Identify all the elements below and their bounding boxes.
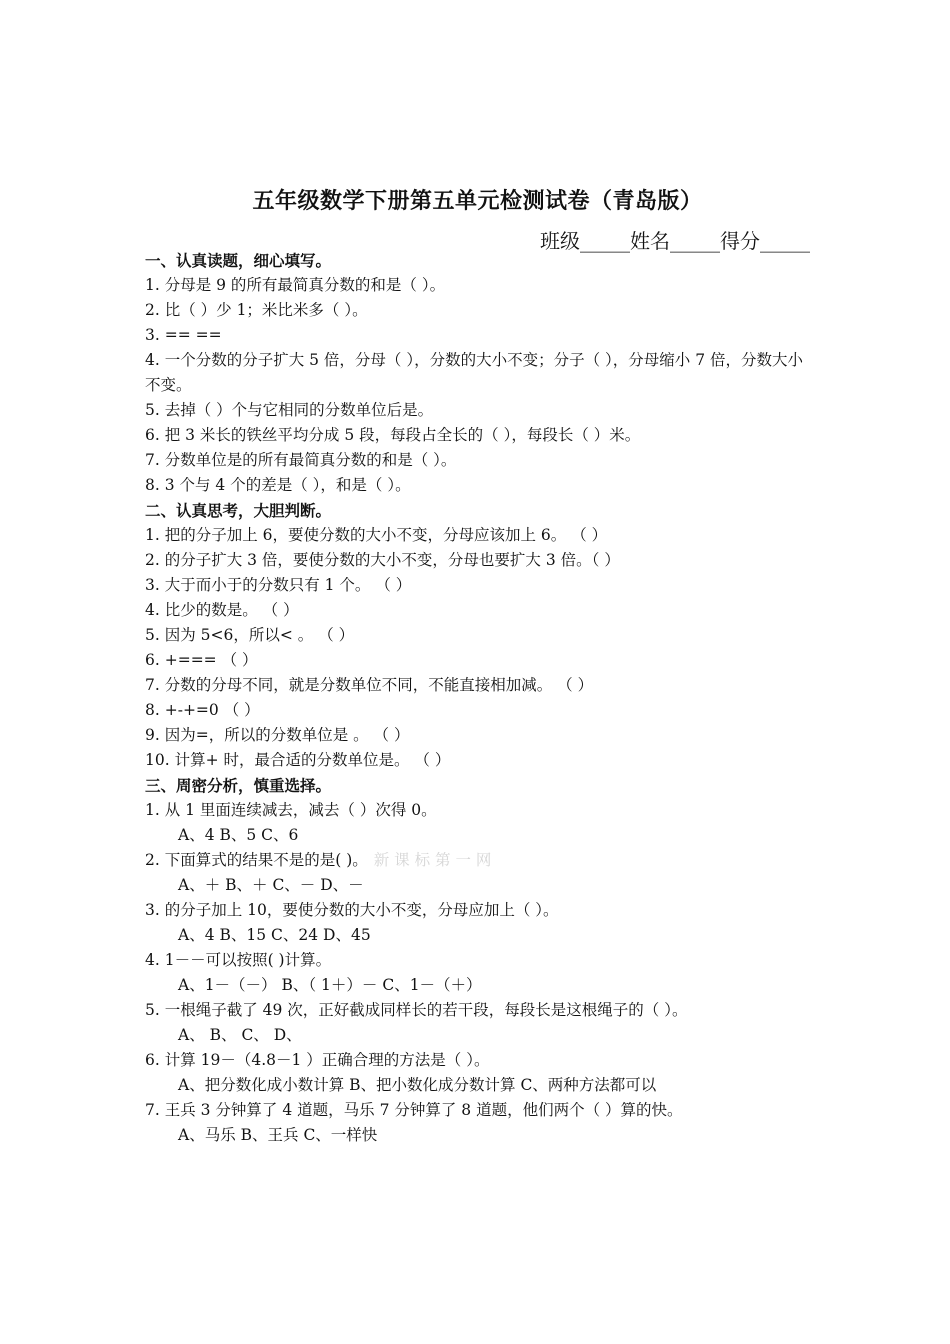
section-heading [145, 248, 810, 273]
question-item [145, 1098, 810, 1123]
question-item [145, 623, 810, 648]
line-text: 3. 大于而小于的分数只有 1 个。 （ ） [145, 576, 412, 594]
question-item [145, 348, 810, 398]
question-item [145, 1048, 810, 1073]
question-item [145, 898, 810, 923]
answer-options [145, 923, 810, 948]
line-text: 二、认真思考，大胆判断。 [145, 501, 332, 520]
question-item [145, 848, 810, 873]
line-text: 6. 把 3 米长的铁丝平均分成 5 段，每段占全长的（ ），每段长（ ）米。 [145, 426, 641, 444]
section-heading [145, 773, 810, 798]
question-item [145, 798, 810, 823]
line-text: A、把分数化成小数计算 B、把小数化成分数计算 C、两种方法都可以 [178, 1076, 657, 1094]
line-text: 7. 王兵 3 分钟算了 4 道题，马乐 7 分钟算了 8 道题，他们两个（ ）算的快。 [145, 1101, 683, 1119]
watermark-text: 新 课 标 第 一 网 [373, 851, 492, 869]
line-text: 6. +=== （ ） [145, 651, 258, 669]
answer-options [145, 1123, 810, 1148]
answer-options [145, 823, 810, 848]
line-text: 5. 因为 5<6，所以< 。 （ ） [145, 626, 355, 644]
line-text: A、4 B、15 C、24 D、45 [178, 926, 371, 944]
answer-options [145, 973, 810, 998]
answer-options [145, 1073, 810, 1098]
line-text: 4. 一个分数的分子扩大 5 倍，分母（ ），分数的大小不变；分子（ ），分母缩小 7 倍，分数大小不变。 [145, 351, 804, 394]
line-text: 9. 因为=，所以的分数单位是 。 （ ） [145, 726, 410, 744]
question-item [145, 298, 810, 323]
line-text: 2. 比（ ）少 1；米比米多（ ）。 [145, 301, 368, 319]
line-text: 2. 下面算式的结果不是的是( )。 [145, 851, 368, 869]
question-item [145, 673, 810, 698]
line-text: 三、周密分析，慎重选择。 [145, 776, 332, 795]
question-item [145, 423, 810, 448]
line-text: 4. 比少的数是。 （ ） [145, 601, 299, 619]
question-item [145, 273, 810, 298]
question-item [145, 398, 810, 423]
line-text: 3. == == [145, 326, 222, 344]
question-item [145, 598, 810, 623]
line-text: 3. 的分子加上 10，要使分数的大小不变，分母应加上（ ）。 [145, 901, 559, 919]
answer-options [145, 873, 810, 898]
line-text: 1. 从 1 里面连续减去，减去（ ）次得 0。 [145, 801, 437, 819]
line-text: 1. 分母是 9 的所有最简真分数的和是（ ）。 [145, 276, 446, 294]
line-text: 6. 计算 19－（4.8－1 ）正确合理的方法是（ ）。 [145, 1051, 490, 1069]
question-item [145, 648, 810, 673]
line-text: 5. 一根绳子截了 49 次，正好截成同样长的若干段，每段长是这根绳子的（ ）。 [145, 1001, 688, 1019]
question-item [145, 998, 810, 1023]
question-item [145, 748, 810, 773]
question-item [145, 448, 810, 473]
line-text: A、4 B、5 C、6 [178, 826, 299, 844]
question-item [145, 323, 810, 348]
line-text: 2. 的分子扩大 3 倍，要使分数的大小不变，分母也要扩大 3 倍。（ ） [145, 551, 620, 569]
question-item [145, 548, 810, 573]
line-text: A、 B、 C、 D、 [178, 1026, 302, 1044]
question-item [145, 473, 810, 498]
exam-title: 五年级数学下册第五单元检测试卷（青岛版） [252, 188, 703, 214]
line-text: 8. 3 个与 4 个的差是（ ），和是（ ）。 [145, 476, 411, 494]
section-heading [145, 498, 810, 523]
question-item [145, 573, 810, 598]
line-text: 1. 把的分子加上 6，要使分数的大小不变，分母应该加上 6。 （ ） [145, 526, 608, 544]
question-item [145, 948, 810, 973]
line-text: 10. 计算+ 时，最合适的分数单位是。 （ ） [145, 751, 451, 769]
line-text: 7. 分数单位是的所有最简真分数的和是（ ）。 [145, 451, 457, 469]
question-item [145, 523, 810, 548]
line-text: A、＋ B、＋ C、－ D、－ [178, 876, 364, 894]
line-text: 5. 去掉（ ）个与它相同的分数单位后是。 [145, 401, 434, 419]
line-text: 8. +-+=0 （ ） [145, 701, 260, 719]
student-info-line: 班级_____姓名_____得分_____ [540, 229, 810, 253]
line-text: 7. 分数的分母不同，就是分数单位不同，不能直接相加减。 （ ） [145, 676, 594, 694]
line-text: 4. 1－－可以按照( )计算。 [145, 951, 332, 969]
line-text: A、1－（－） B、（ 1＋）－ C、1－（＋） [178, 976, 482, 994]
answer-options [145, 1023, 810, 1048]
question-item [145, 723, 810, 748]
line-text: A、马乐 B、王兵 C、一样快 [178, 1126, 378, 1144]
line-text: 一、认真读题，细心填写。 [145, 251, 332, 270]
exam-content [145, 248, 810, 1148]
question-item [145, 698, 810, 723]
